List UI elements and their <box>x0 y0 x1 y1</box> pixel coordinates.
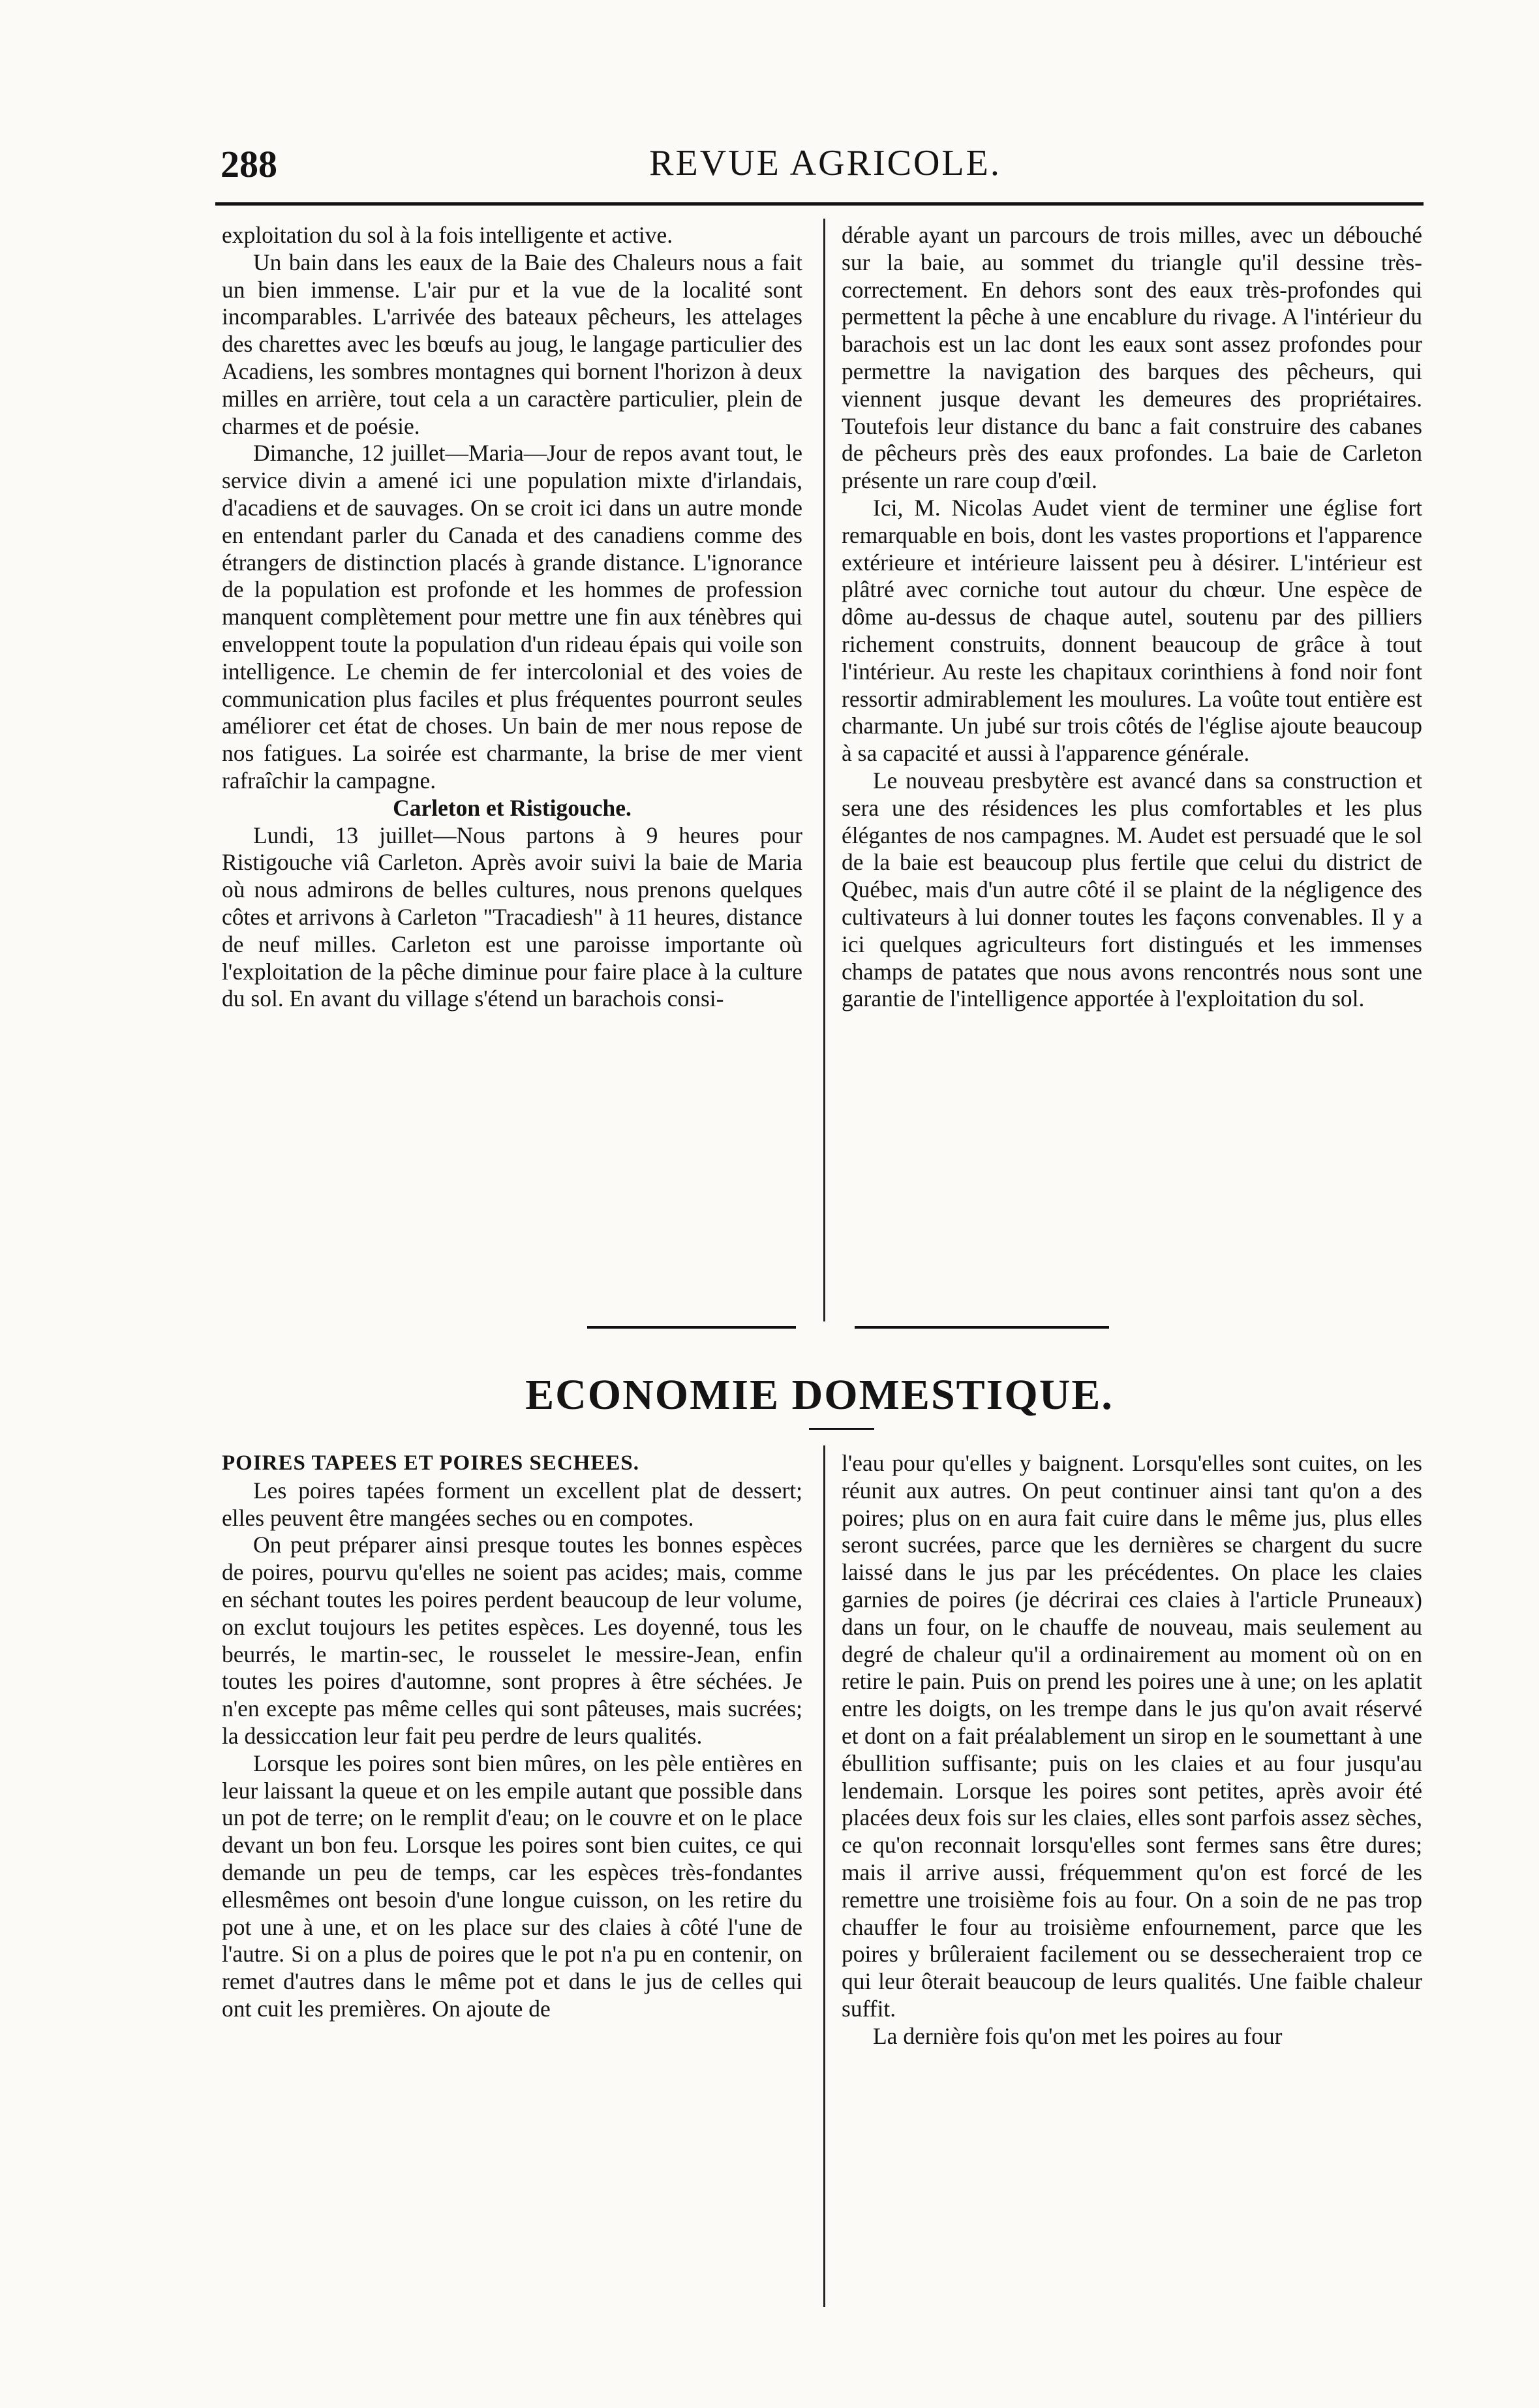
article-heading: POIRES TAPEES ET POIRES SECHEES. <box>222 1451 639 1475</box>
header-rule <box>215 202 1424 206</box>
paragraph: La dernière fois qu'on met les poires au four <box>873 2022 1283 2049</box>
section-rule-left <box>587 1326 796 1329</box>
paragraph: On peut préparer ainsi presque toutes les bonnes espèces de poires, pourvu qu'elles ne soient pas acides; mais, comme en séchant toutes les poires perdent beaucoup de leur volume, on exclut toujours les petites espèces. Les doyenné, tous les beurrés, le martin-sec, le rousselet le messire-Jean, enfin toutes les poires d'automne, sont propres à être séchées. Je n'en excepte pas même celles qui sont pâteuses, mais sucrées; la dessiccation leur fait peu perdre de leurs qualités. <box>222 1532 802 1749</box>
page-number: 288 <box>221 143 277 185</box>
paragraph: exploitation du sol à la fois intelligente et active. <box>222 222 673 248</box>
column-left-top <box>222 222 802 1013</box>
paragraph: l'eau pour qu'elles y baignent. Lorsqu'elles sont cuites, on les réunit aux autres. On peut continuer ainsi tant qu'on a des poires; plus on en aura fait cuire dans le même jus, plus elles seront sucrées, parce que les dernières se chargent du sucre laissé dans le jus par les précédentes. On place les claies garnies de poires (je décrirai ces claies à l'article Pruneaux) dans un four, on le chauffe de nouveau, mais seulement au degré de chaleur qu'il a ordinairement au moment où on en retire le pain. Puis on prend les poires une à une; on les aplatit entre les doigts, on les trempe dans le jus qu'on avait réservé et dont on a fait préalablement un sirop en le soumettant à une ébullition suffisante; puis on les claies et au four jusqu'au lendemain. Lorsque les poires sont petites, après avoir été placées deux fois sur les claies, elles sont parfois assez sèches, ce qu'on reconnait lorsqu'elles sont fermes sans être dures; mais il arrive aussi, fréquemment qu'on est forcé de les remettre une troisième fois au four. On a soin de ne pas trop chauffer le four au troisième enfournement, parce que les poires y brûleraient facilement ou se dessecheraient trop ce qui leur ôterait beaucoup de leurs qualités. Une faible chaleur suffit. <box>842 1450 1422 2022</box>
section-rule-right <box>855 1326 1109 1329</box>
column-left-bottom <box>222 1450 802 2023</box>
running-header <box>215 142 1435 188</box>
section-title: ECONOMIE DOMESTIQUE. <box>525 1371 1114 1419</box>
paragraph: Dimanche, 12 juillet—Maria—Jour de repos avant tout, le service divin a amené ici une population mixte d'irlandais, d'acadiens et de sauvages. On se croit ici dans un autre monde en entendant parler du Canada et des canadiens comme des étrangers de distinction placés à grande distance. L'ignorance de la population est profonde et les hommes de profession manquent complètement pour mettre une fin aux ténèbres qui enveloppent toute la population d'un rideau épais qui voile son intelligence. Le chemin de fer intercolonial et des voies de communication plus faciles et plus fréquentes pourront seules améliorer cet état de choses. Un bain de mer nous repose de nos fatigues. La soirée est charmante, la brise de mer vient rafraîchir la campagne. <box>222 440 802 794</box>
column-divider-bottom <box>823 1445 825 2307</box>
paragraph: Le nouveau presbytère est avancé dans sa construction et sera une des résidences les plus comfortables et les plus élégantes de nos campagnes. M. Audet est persuadé que le sol de la baie est beaucoup plus fertile que celui du district de Québec, mais d'un autre côté il se plaint de la négligence des cultivateurs à lui donner toutes les façons convenables. Il y a ici quelques agriculteurs fort distingués et les immenses champs de patates que nous avons rencontrés nous sont une garantie de l'intelligence apportée à l'exploitation du sol. <box>842 767 1422 1012</box>
column-divider-top <box>823 219 825 1321</box>
paragraph: Un bain dans les eaux de la Baie des Chaleurs nous a fait un bien immense. L'air pur et la vue de la localité sont incomparables. L'arrivée des bateaux pêcheurs, les attelages des charettes avec les bœufs au joug, le langage particulier des Acadiens, les sombres montagnes qui bornent l'horizon à deux milles en arrière, tout cela a un caractère particulier, plein de charmes et de poésie. <box>222 249 802 439</box>
paragraph: Lorsque les poires sont bien mûres, on les pèle entières en leur laissant la queue et on les empile autant que possible dans un pot de terre; on le remplit d'eau; on le couvre et on le place devant un bon feu. Lorsque les poires sont bien cuites, ce qui demande un peu de temps, car les espèces très-fondantes ellesmêmes ont besoin d'une longue cuisson, on les retire du pot une à une, et on les place sur des claies à côté l'une de l'autre. Si on a plus de poires que le pot n'a pu en contenir, on remet d'autres dans le même pot et dans le jus de celles qui ont cuit les premières. On ajoute de <box>222 1750 802 2022</box>
column-right-top <box>842 222 1422 1013</box>
paragraph: dérable ayant un parcours de trois milles, avec un débouché sur la baie, au sommet du triangle qu'il dessine très-correctement. En dehors sont des eaux très-profondes qui permettent la pêche à une encablure du rivage. A l'intérieur du barachois est un lac dont les eaux sont assez profondes pour permettre la navigation des barques des pêcheurs, qui viennent jusque devant les demeures des propriétaires. Toutefois leur distance du banc a fait construire des cabanes de pêcheurs près des eaux profondes. La baie de Carleton présente un rare coup d'œil. <box>842 222 1422 494</box>
paragraph: Ici, M. Nicolas Audet vient de terminer une église fort remarquable en bois, dont les vastes proportions et l'apparence extérieure et intérieure laissent peu à désirer. L'intérieur est plâtré avec corniche tout autour du chœur. Une espèce de dôme au-dessus de chaque autel, soutenu par des pilliers richement construits, donnent beaucoup de grâce à tout l'intérieur. Au reste les chapitaux corinthiens à fond noir font ressortir admirablement les moulures. La voûte tout entière est charmante. Un jubé sur trois côtés de l'église ajoute beaucoup à sa capacité et aussi à l'apparence générale. <box>842 494 1422 767</box>
column-right-bottom <box>842 1450 1422 2050</box>
section-title-rule <box>809 1428 874 1430</box>
paragraph: Carleton et Ristigouche. <box>393 794 632 821</box>
running-title: REVUE AGRICOLE. <box>649 143 1001 183</box>
paragraph: Lundi, 13 juillet—Nous partons à 9 heures pour Ristigouche viâ Carleton. Après avoir suivi la baie de Maria où nous admirons de belles cultures, nous prenons quelques côtes et arrivons à Carleton "Tracadiesh" à 11 heures, distance de neuf milles. Carleton est une paroisse importante où l'exploitation de la pêche diminue pour faire place à la culture du sol. En avant du village s'étend un barachois consi- <box>222 822 802 1012</box>
paragraph: Les poires tapées forment un excellent plat de dessert; elles peuvent être mangées seches ou en compotes. <box>222 1477 802 1531</box>
